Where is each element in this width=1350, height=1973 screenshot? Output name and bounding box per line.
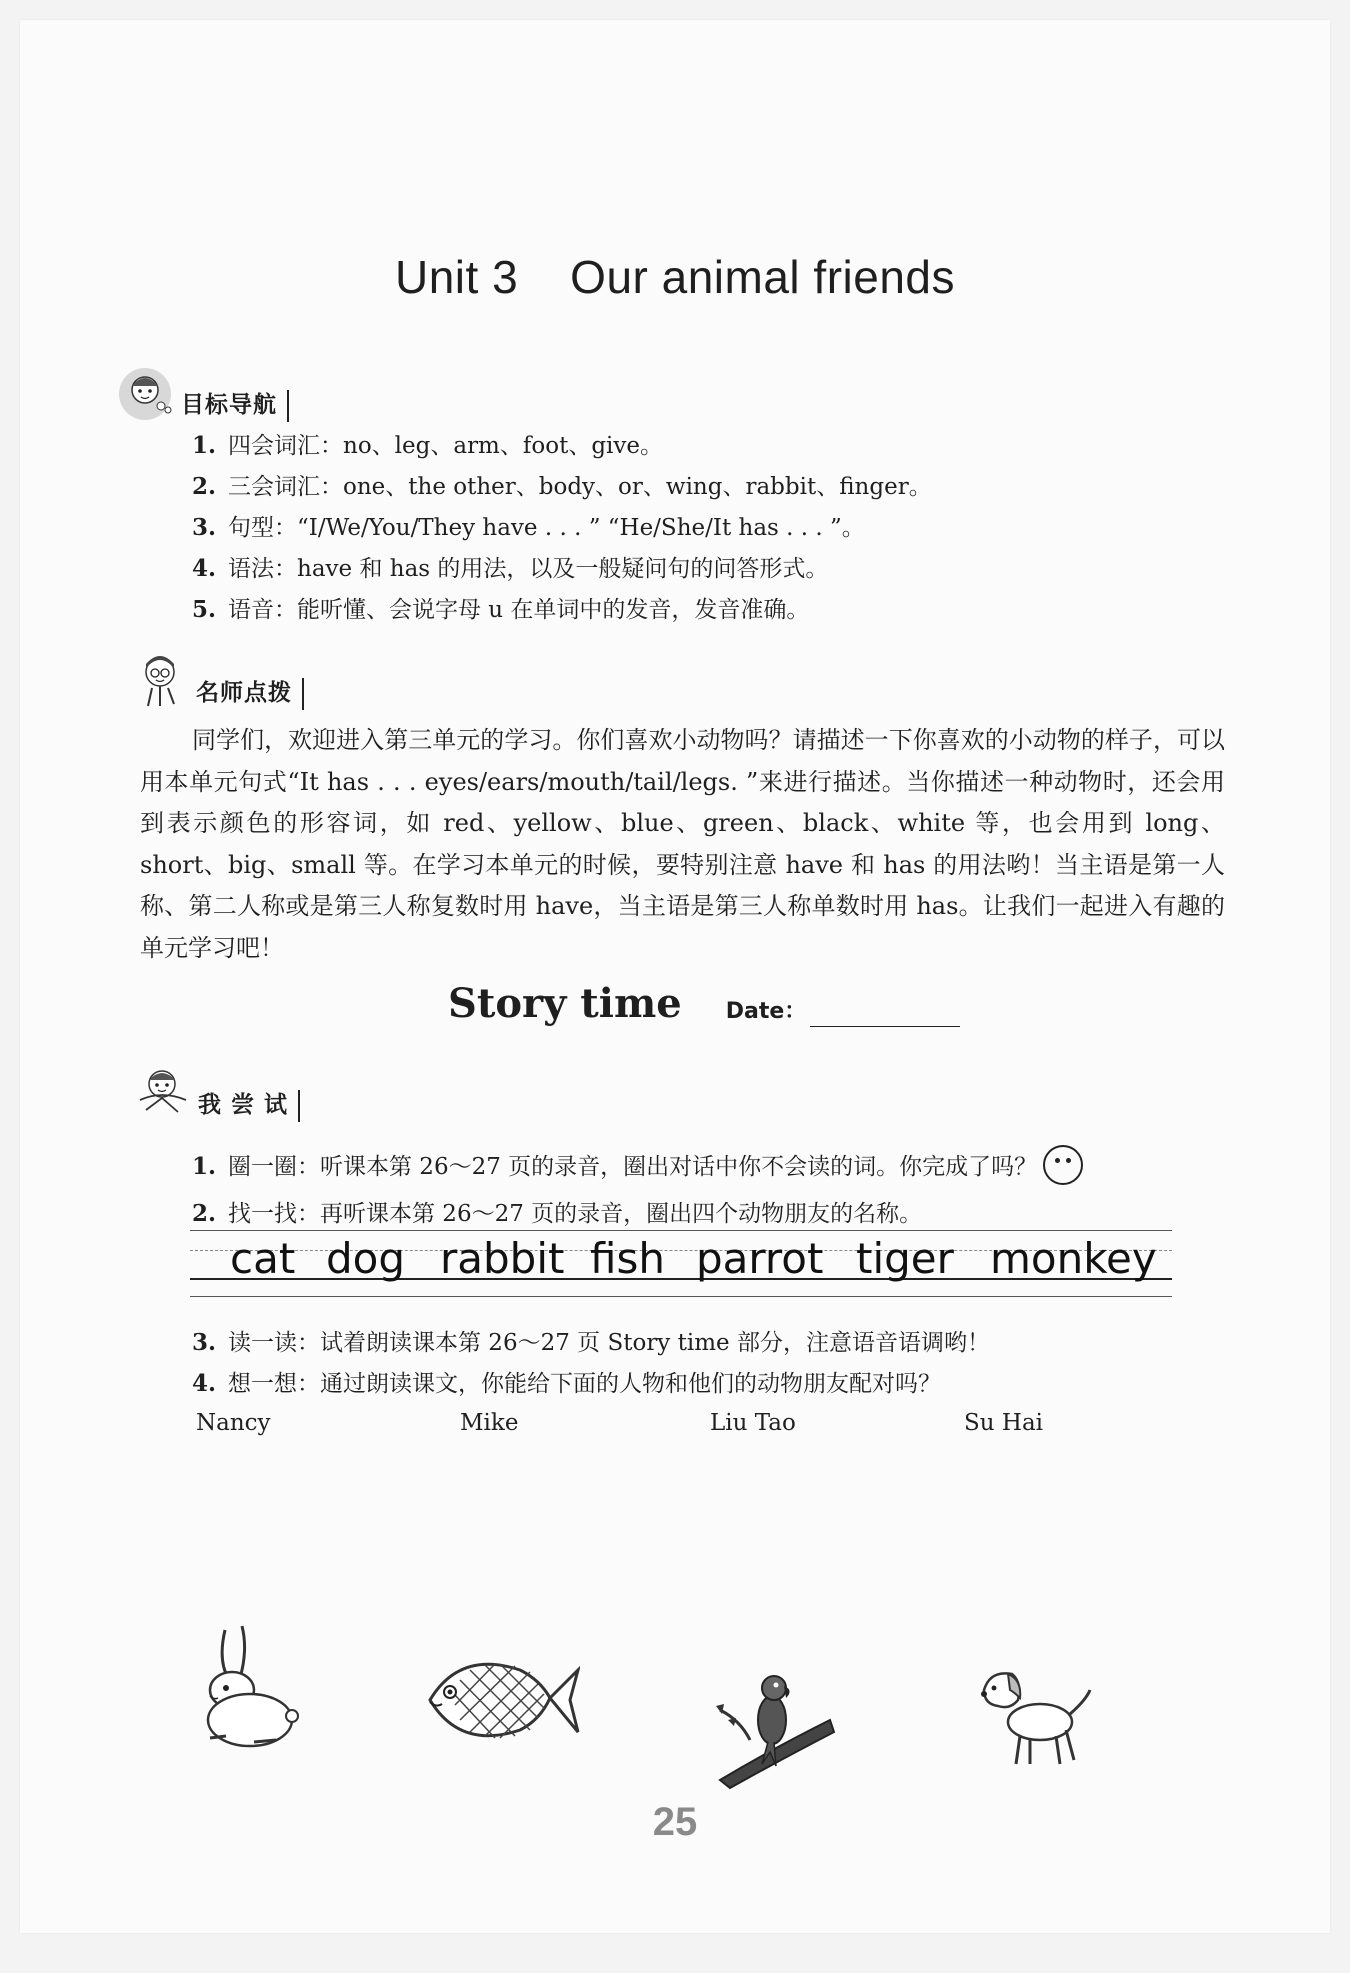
- name-label[interactable]: Mike: [460, 1410, 519, 1436]
- section-teacher-header: [130, 648, 304, 710]
- unit-name: Our animal friends: [570, 251, 955, 303]
- section-teacher-label: 名师点拨: [192, 678, 304, 710]
- page-title: [20, 250, 1330, 304]
- unit-number: Unit 3: [395, 251, 519, 303]
- fish-icon[interactable]: [420, 1640, 580, 1760]
- name-label[interactable]: Nancy: [196, 1410, 271, 1436]
- name-label[interactable]: Su Hai: [964, 1410, 1044, 1436]
- teacher-paragraph: 同学们，欢迎进入第三单元的学习。你们喜欢小动物吗？请描述一下你喜欢的小动物的样子，可以用本单元句式“It has . . . eyes/ears/mouth/tail/legs. ”来进行描述。当你描述一种动物时，还会用到表示颜色的形容词，如 red、yellow、blue、green、black、white 等，也会用到 long、short、big、small 等。在学习本单元的时候，要特别注意 have 和 has 的用法哟！当主语是第一人称、第二人称或是第三人称复数时用 have，当主语是第三人称单数时用 has。让我们一起进入有趣的单元学习吧！: [140, 726, 1225, 962]
- dog-icon[interactable]: [970, 1660, 1100, 1770]
- handwritten-word[interactable]: tiger: [856, 1234, 954, 1283]
- smiley-icon[interactable]: [1043, 1145, 1083, 1185]
- rabbit-icon[interactable]: [170, 1620, 310, 1750]
- list-item: 3. 句型：“I/We/You/They have . . . ” “He/She/It has . . . ”。: [192, 514, 865, 541]
- name-label[interactable]: Liu Tao: [710, 1410, 796, 1436]
- girl-mascot-icon: [132, 1060, 194, 1122]
- goals-list: [192, 425, 932, 630]
- tasks-list-b: [192, 1322, 990, 1404]
- list-item: 2. 找一找：再听课本第 26～27 页的录音，圈出四个动物朋友的名称。: [192, 1200, 923, 1227]
- handwritten-word[interactable]: parrot: [696, 1234, 824, 1283]
- list-item: 4. 想一想：通过朗读课文，你能给下面的人物和他们的动物朋友配对吗？: [192, 1370, 941, 1397]
- section-goals-header: [115, 360, 289, 422]
- list-item: 3. 读一读：试着朗读课本第 26～27 页 Story time 部分，注意语音语调哟！: [192, 1329, 990, 1356]
- list-item: 2. 三会词汇：one、the other、body、or、wing、rabbit、finger。: [192, 473, 932, 500]
- handwritten-word[interactable]: fish: [590, 1234, 665, 1283]
- handwritten-word[interactable]: monkey: [990, 1234, 1157, 1283]
- girl-mascot-icon: [115, 360, 177, 422]
- list-item: 5. 语音：能听懂、会说字母 u 在单词中的发音，发音准确。: [192, 596, 810, 623]
- section-try-header: [132, 1060, 300, 1122]
- list-item: 4. 语法：have 和 has 的用法，以及一般疑问句的问答形式。: [192, 555, 829, 582]
- list-item: 1. 四会词汇：no、leg、arm、foot、give。: [192, 432, 664, 459]
- section-goals-label: 目标导航: [177, 390, 289, 422]
- list-item: 1. 圈一圈：听课本第 26～27 页的录音，圈出对话中你不会读的词。你完成了吗？: [192, 1142, 1083, 1192]
- workbook-page: [20, 20, 1330, 1933]
- teacher-mascot-icon: [130, 648, 192, 710]
- handwritten-word[interactable]: cat: [230, 1234, 296, 1283]
- handwritten-word[interactable]: dog: [326, 1234, 406, 1283]
- parrot-icon[interactable]: [710, 1660, 840, 1790]
- page-number: 25: [652, 1800, 698, 1844]
- date-label: Date：: [725, 999, 807, 1024]
- story-time-header: [448, 980, 960, 1027]
- section-try-label: 我 尝 试: [194, 1090, 300, 1122]
- date-field[interactable]: [810, 1000, 960, 1027]
- handwriting-lines: [190, 1220, 1172, 1300]
- handwritten-word[interactable]: rabbit: [440, 1234, 565, 1283]
- story-time-title: Story time: [448, 980, 682, 1027]
